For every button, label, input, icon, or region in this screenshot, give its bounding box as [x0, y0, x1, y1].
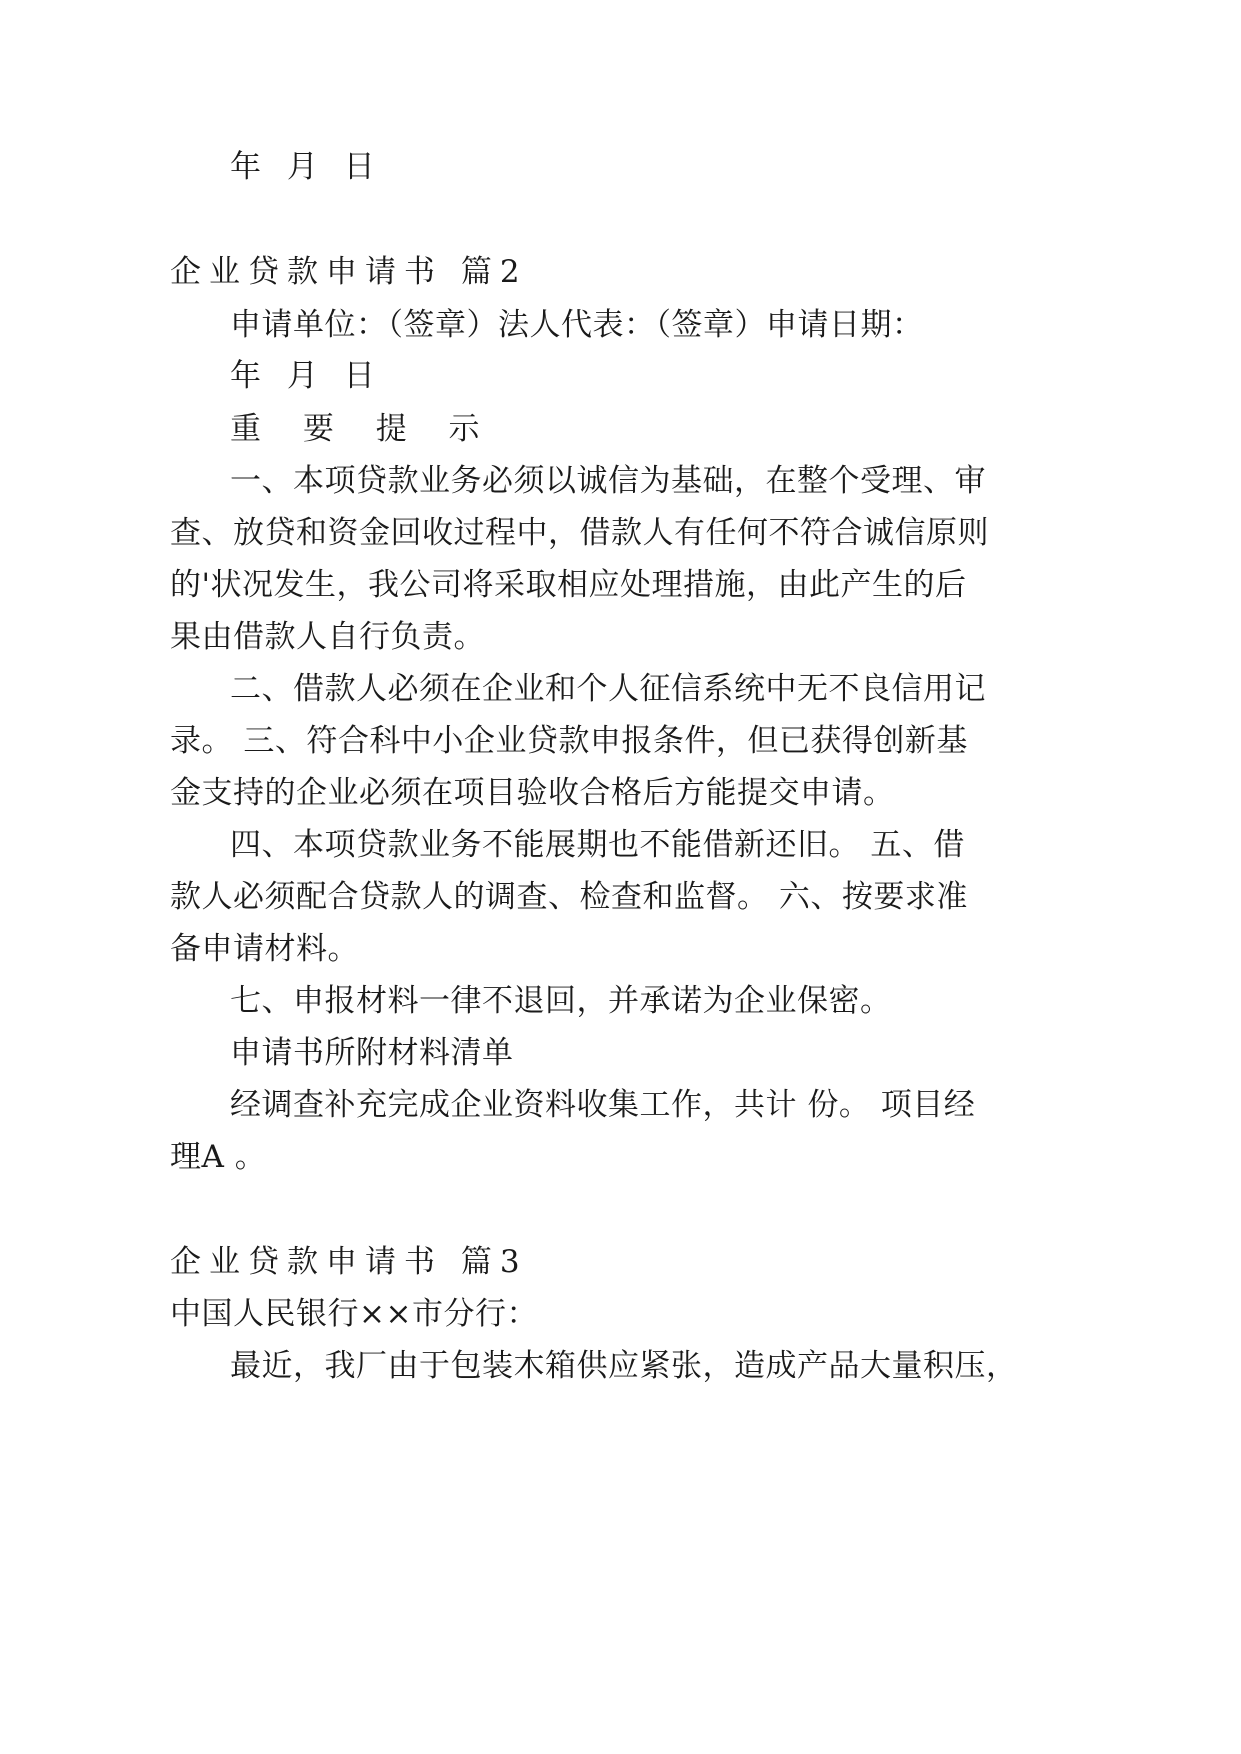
summary-line2: 理A 。 — [170, 1139, 267, 1175]
addressee-line: 中国人民银行××市分行： — [170, 1296, 538, 1332]
summary-line1: 经调查补充完成企业资料收集工作，共计 份。 项目经 — [230, 1087, 976, 1123]
applicant-line: 申请单位：（签章）法人代表：（签章）申请日期： — [230, 307, 924, 343]
section3-body-line1: 最近，我厂由于包装木箱供应紧张，造成产品大量积压， — [230, 1348, 1018, 1384]
item4-line3: 备申请材料。 — [170, 931, 359, 967]
attachments-title: 申请书所附材料清单 — [230, 1035, 514, 1071]
item2-line2: 录。 三、符合科中小企业贷款申报条件，但已获得创新基 — [170, 723, 968, 759]
date-line: 年 月 日 — [230, 358, 383, 394]
section3-heading: 企业贷款申请书 篇3 — [170, 1244, 528, 1280]
item2-line1: 二、借款人必须在企业和个人征信系统中无不良信用记 — [230, 671, 986, 707]
item1-line1: 一、本项贷款业务必须以诚信为基础，在整个受理、审 — [230, 463, 986, 499]
item1-line2: 查、放贷和资金回收过程中，借款人有任何不符合诚信原则 — [170, 515, 989, 551]
section2-heading: 企业贷款申请书 篇2 — [170, 254, 528, 290]
item1-line3: 的'状况发生，我公司将采取相应处理措施，由此产生的后 — [170, 567, 967, 603]
item1-line4: 果由借款人自行负责。 — [170, 619, 485, 655]
notice-title: 重 要 提 示 — [230, 411, 496, 447]
item4-line1: 四、本项贷款业务不能展期也不能借新还旧。 五、借 — [230, 827, 965, 863]
date-line-top: 年 月 日 — [230, 149, 383, 185]
item7-line: 七、申报材料一律不退回，并承诺为企业保密。 — [230, 983, 892, 1019]
item4-line2: 款人必须配合贷款人的调查、检查和监督。 六、按要求准 — [170, 879, 968, 915]
item2-line3: 金支持的企业必须在项目验收合格后方能提交申请。 — [170, 775, 895, 811]
